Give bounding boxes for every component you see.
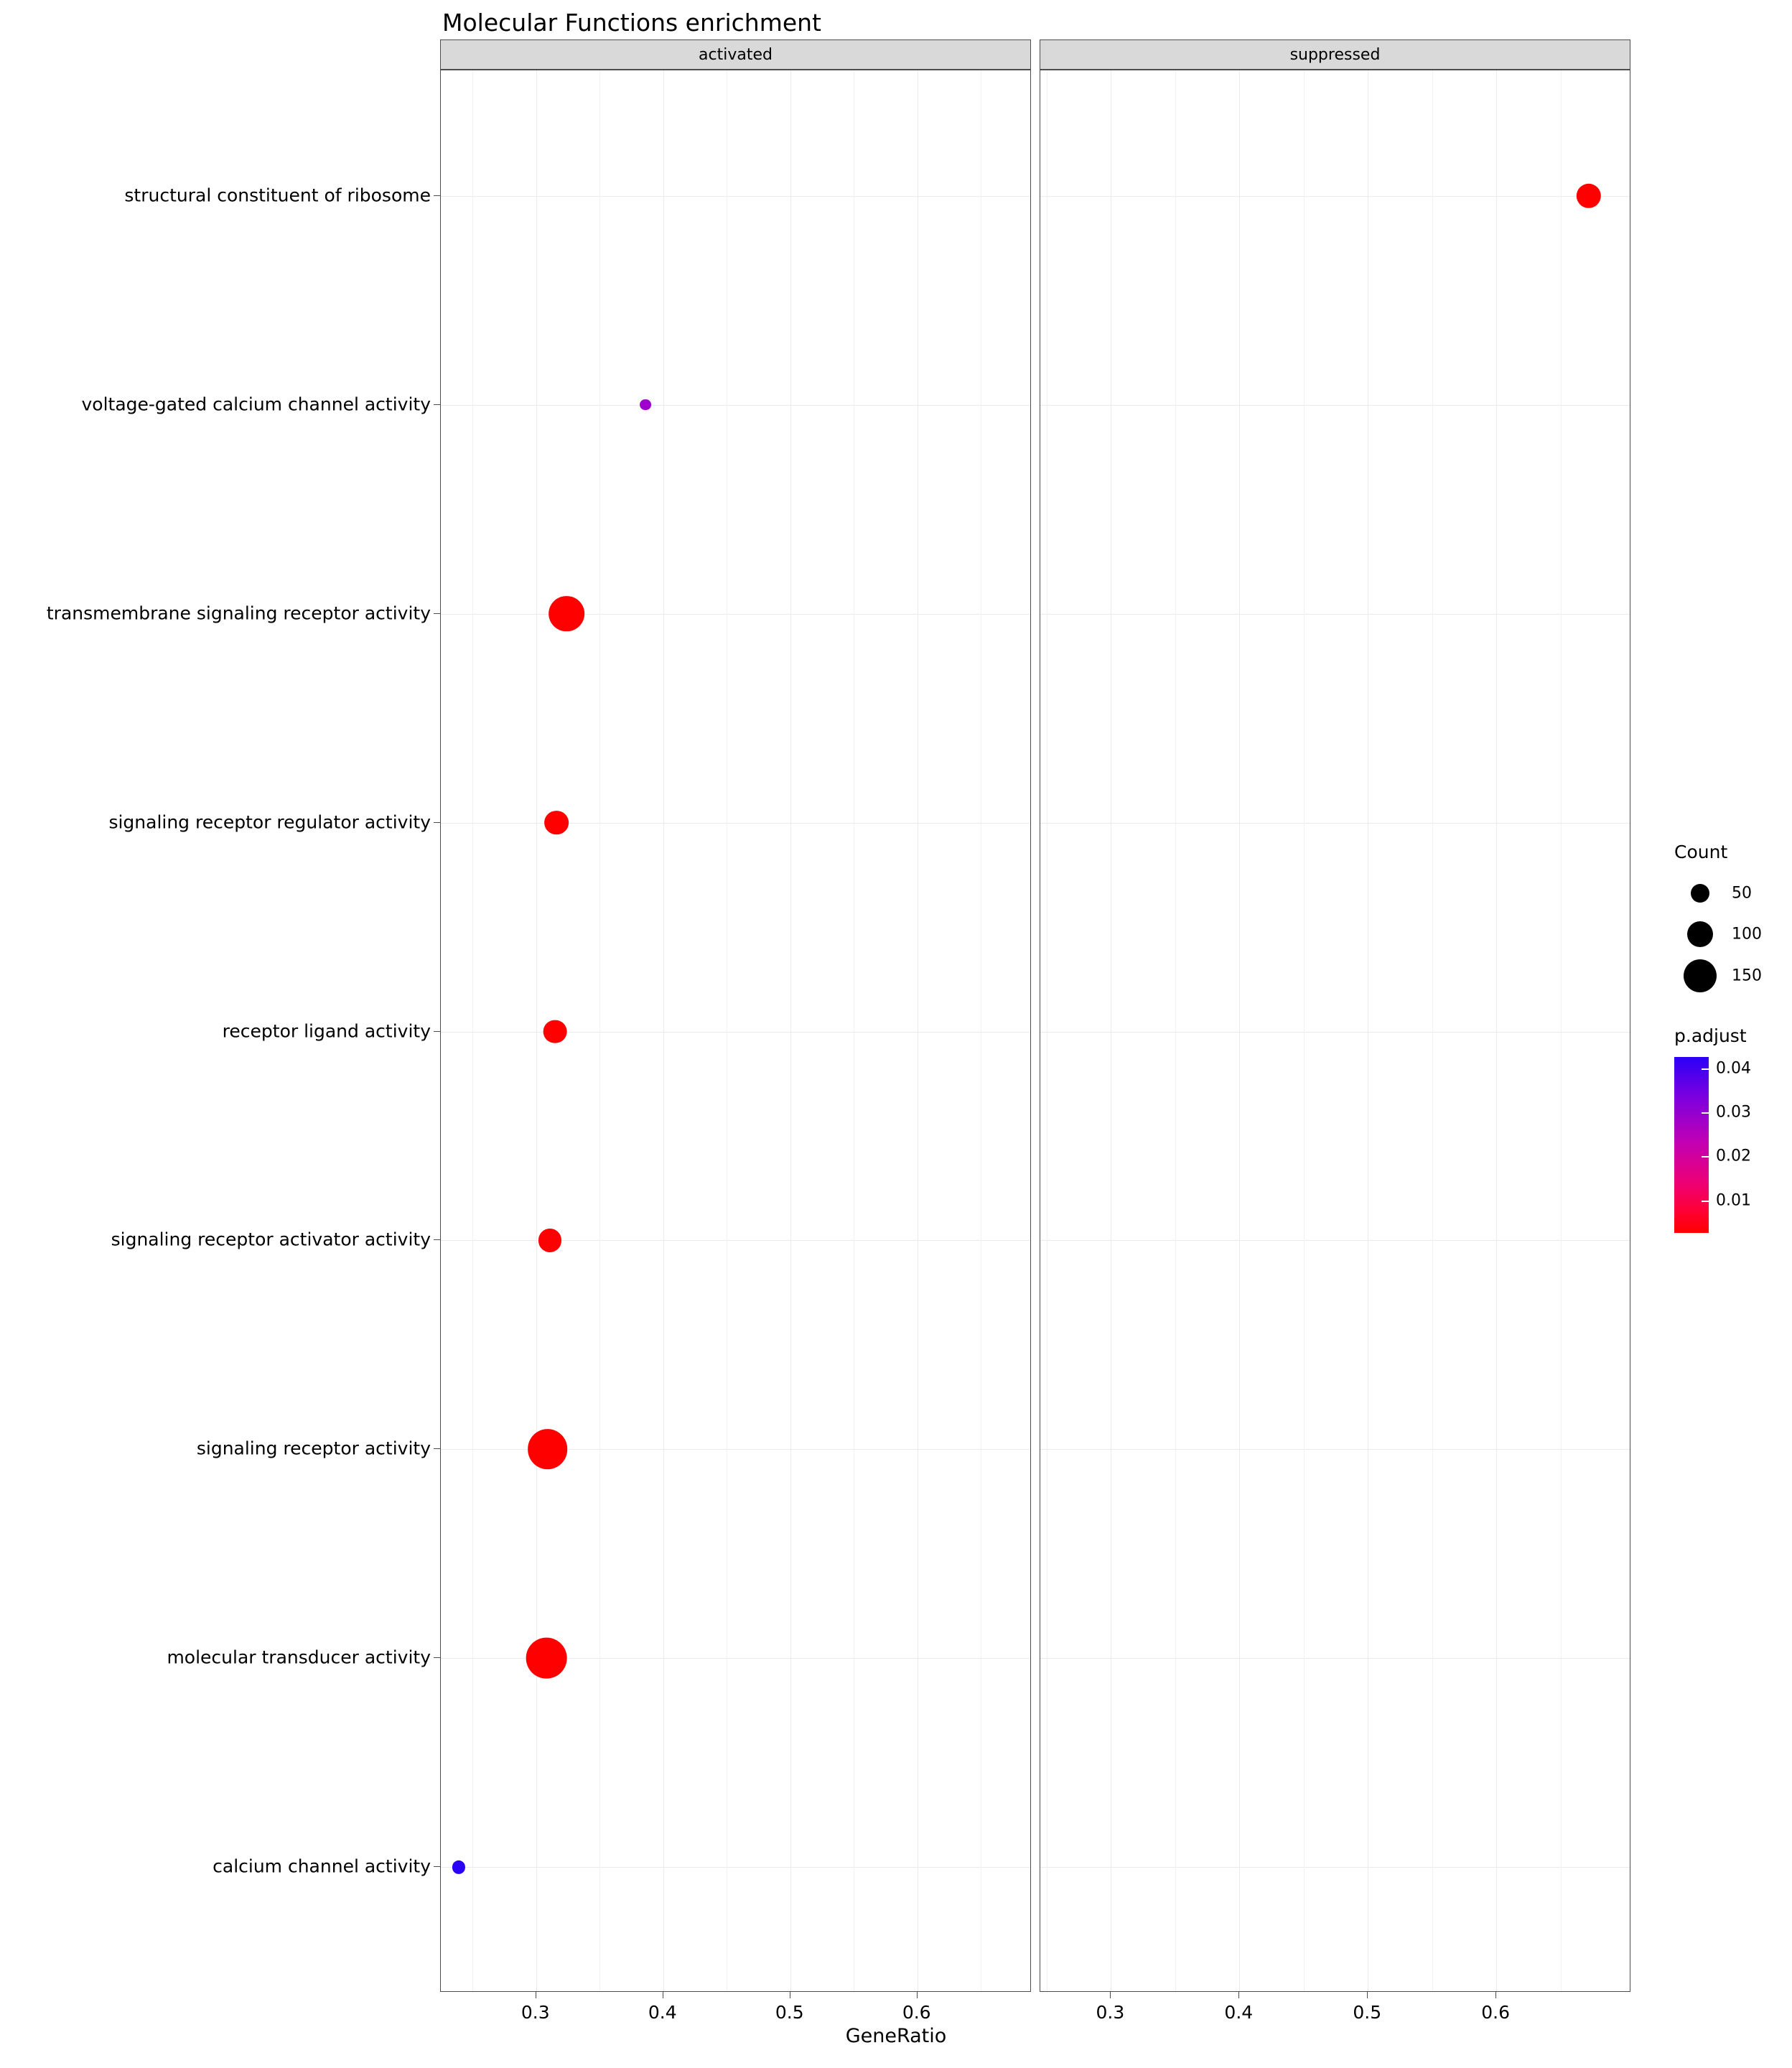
plot-panel-suppressed: [1040, 70, 1630, 1992]
y-axis-tick-label: signaling receptor regulator activity: [108, 811, 431, 833]
y-axis-tick-label: calcium channel activity: [213, 1855, 431, 1877]
x-axis-tick: [1495, 1992, 1496, 1998]
gridline-horizontal: [441, 196, 1030, 197]
gridline-horizontal: [441, 1867, 1030, 1868]
legend-size-label: 150: [1732, 967, 1762, 985]
gridline-vertical-minor: [1432, 70, 1433, 1991]
y-axis-tick: [434, 613, 440, 614]
gridline-vertical: [790, 70, 791, 1991]
y-axis-tick-label: signaling receptor activator activity: [111, 1229, 431, 1250]
x-axis-tick-label: 0.6: [902, 2002, 931, 2023]
legend-size-label: 100: [1732, 925, 1762, 944]
legend-colorbar-tick: [1702, 1201, 1709, 1202]
y-axis-tick: [434, 195, 440, 196]
data-point: [528, 1430, 568, 1470]
gridline-vertical: [1496, 70, 1497, 1991]
data-point: [452, 1860, 465, 1873]
gridline-vertical-minor: [1304, 70, 1305, 1991]
gridline-horizontal: [1040, 1032, 1630, 1033]
x-axis-tick: [917, 1992, 918, 1998]
y-axis-tick: [434, 822, 440, 823]
gridline-horizontal: [441, 1240, 1030, 1241]
gridline-horizontal: [441, 405, 1030, 406]
y-axis-tick-label: receptor ligand activity: [222, 1020, 431, 1041]
legend-colorbar-label: 0.02: [1716, 1147, 1751, 1165]
facet-strip-activated: [440, 39, 1031, 70]
facet-strip-suppressed: [1040, 39, 1630, 70]
y-axis-tick: [434, 1031, 440, 1032]
gridline-horizontal: [1040, 405, 1630, 406]
gridline-horizontal: [1040, 1867, 1630, 1868]
y-axis-tick-label: transmembrane signaling receptor activity: [46, 602, 431, 624]
legend-colorbar-tick: [1702, 1068, 1709, 1070]
x-axis-tick-label: 0.3: [521, 2002, 550, 2023]
data-point: [544, 811, 569, 835]
legend-size-dot: [1687, 921, 1713, 947]
gridline-horizontal: [1040, 196, 1630, 197]
gridline-horizontal: [1040, 614, 1630, 615]
x-axis-tick-label: 0.4: [648, 2002, 677, 2023]
legend-colorbar: [1674, 1057, 1709, 1233]
x-axis-tick: [1110, 1992, 1111, 1998]
gridline-horizontal: [1040, 1240, 1630, 1241]
data-point: [640, 399, 651, 411]
plot-panel-activated: [440, 70, 1031, 1992]
page-title: Molecular Functions enrichment: [442, 9, 821, 37]
data-point: [1577, 183, 1601, 208]
gridline-horizontal: [441, 614, 1030, 615]
legend-size-dot: [1684, 959, 1717, 992]
x-axis-title: GeneRatio: [845, 2025, 947, 2047]
legend-colorbar-tick: [1702, 1112, 1709, 1114]
legend-colorbar-label: 0.04: [1716, 1059, 1751, 1078]
gridline-vertical: [536, 70, 537, 1991]
gridline-vertical-minor: [1561, 70, 1562, 1991]
gridline-horizontal: [1040, 1658, 1630, 1659]
y-axis-tick-label: voltage-gated calcium channel activity: [81, 393, 431, 415]
x-axis-tick-label: 0.5: [775, 2002, 804, 2023]
gridline-vertical-minor: [472, 70, 473, 1991]
x-axis-tick-label: 0.3: [1096, 2002, 1125, 2023]
x-axis-tick: [1238, 1992, 1239, 1998]
legend-size-title: Count: [1674, 842, 1728, 862]
legend-size-dot: [1691, 884, 1709, 903]
gridline-vertical: [1239, 70, 1240, 1991]
y-axis-tick-label: molecular transducer activity: [167, 1647, 431, 1668]
y-axis-tick: [434, 1657, 440, 1658]
y-axis-tick: [434, 404, 440, 405]
legend-size-label: 50: [1732, 884, 1752, 903]
x-axis-tick-label: 0.6: [1481, 2002, 1511, 2023]
data-point: [526, 1638, 567, 1679]
data-point: [549, 596, 584, 632]
legend-color-title: p.adjust: [1674, 1025, 1747, 1046]
y-axis-tick: [434, 1866, 440, 1867]
x-axis-tick-label: 0.4: [1224, 2002, 1254, 2023]
y-axis-tick-label: structural constituent of ribosome: [124, 185, 431, 206]
facet-strip-activated-label: activated: [699, 45, 773, 64]
legend-colorbar-tick: [1702, 1156, 1709, 1158]
gridline-horizontal: [441, 1032, 1030, 1033]
data-point: [538, 1229, 561, 1252]
x-axis-tick-label: 0.5: [1353, 2002, 1382, 2023]
y-axis-tick: [434, 1448, 440, 1449]
y-axis-tick: [434, 1239, 440, 1240]
gridline-vertical-minor: [1175, 70, 1176, 1991]
x-axis-tick: [1367, 1992, 1368, 1998]
gridline-vertical-minor: [599, 70, 600, 1991]
legend-colorbar-label: 0.01: [1716, 1191, 1751, 1210]
gridline-vertical: [663, 70, 664, 1991]
facet-strip-suppressed-label: suppressed: [1289, 45, 1381, 64]
gridline-horizontal: [1040, 1449, 1630, 1450]
gridline-horizontal: [1040, 823, 1630, 824]
legend-colorbar-label: 0.03: [1716, 1103, 1751, 1122]
y-axis-tick-label: signaling receptor activity: [196, 1438, 431, 1459]
gridline-horizontal: [441, 823, 1030, 824]
data-point: [543, 1020, 567, 1043]
